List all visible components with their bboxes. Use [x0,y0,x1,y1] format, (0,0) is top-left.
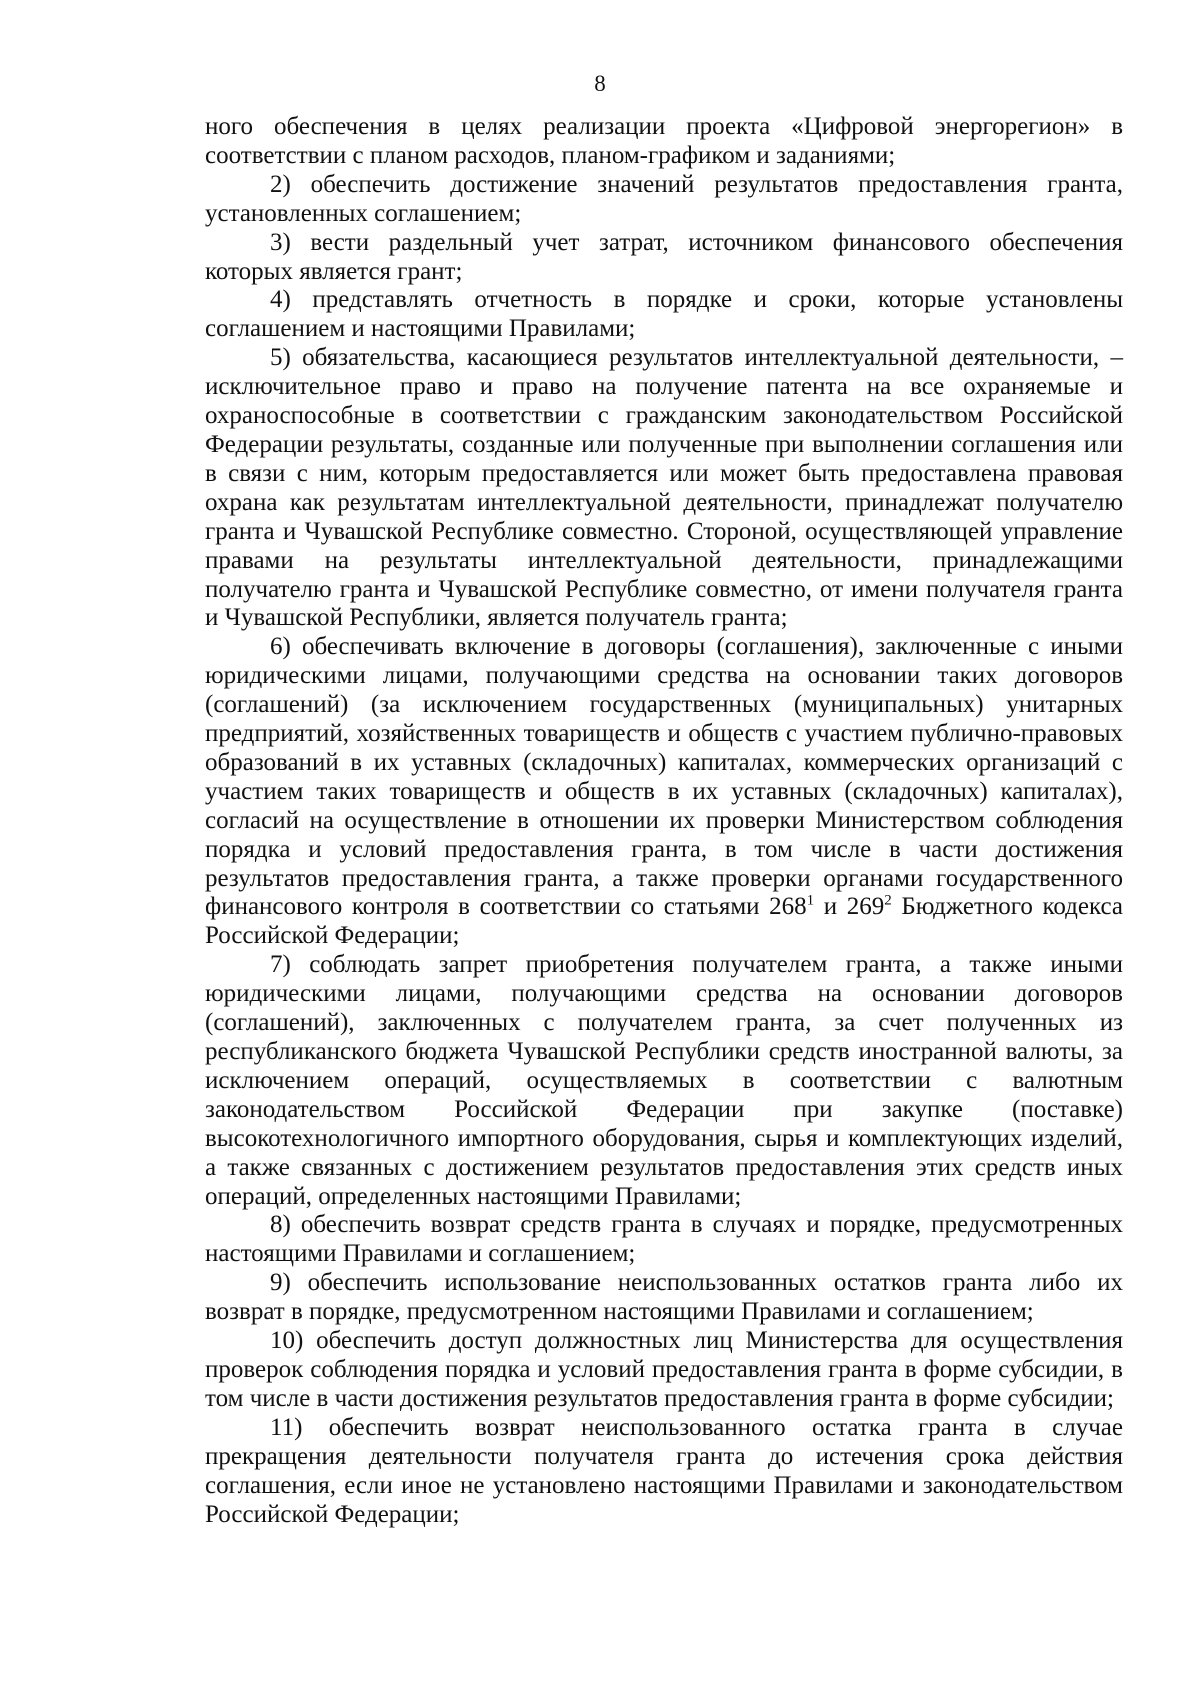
list-item-6-text-a: 6) обеспечивать включение в договоры (соглашения), заключенные с иными юридическими лицами, получающими средства на основании таких договоров (соглашений) (за исключением государственных (муниципальных) унитарных предприятий, хозяйственных товариществ и обществ с участием публично-правовых образований в их уставных (складочных) капиталах, коммерческих организаций с участием таких товариществ и обществ в их уставных (складочных) капиталах), согласий на осуществление в отношении их проверки Министерством соблюдения порядка и условий предоставления гранта, в том числе в части достижения результатов предоставления гранта, а также проверки органами государственного финансового контроля в соответствии со статьями 268 [205,633,1123,921]
list-item-6-text-b: и 269 [814,893,885,921]
superscript-1: 1 [806,893,815,910]
list-item-4: 4) представлять отчетность в порядке и сроки, которые установлены соглашением и настоящими Правилами; [205,286,1123,343]
list-item-7: 7) соблюдать запрет приобретения получателем гранта, а также иными юридическими лицами, получающими средства на основании договоров (соглашений), заключенных с получателем гранта, за счет полученных из республиканского бюджета Чувашской Республики средств иностранной валюты, за исключением операций, осуществляемых в соответствии с валютным законодательством Российской Федерации при закупке (поставке) высокотехнологичного импортного оборудования, сырья и комплектующих изделий, а также связанных с достижением результатов предоставления этих средств иных операций, определенных настоящими Правилами; [205,951,1123,1210]
list-item-11: 11) обеспечить возврат неиспользованного остатка гранта в случае прекращения деятельности получателя гранта до истечения срока действия соглашения, если иное не установлено настоящими Правилами и законодательством Российской Федерации; [205,1413,1123,1528]
superscript-2: 2 [884,893,892,910]
list-item-8: 8) обеспечить возврат средств гранта в случаях и порядке, предусмотренных настоящими Правилами и соглашением; [205,1211,1123,1268]
list-item-3: 3) вести раздельный учет затрат, источником финансового обеспечения которых является грант; [205,228,1123,285]
document-body [205,113,1123,1529]
list-item-5: 5) обязательства, касающиеся результатов интеллектуальной деятельности, – исключительное право и право на получение патента на все охраняемые и охраноспособные в соответствии с гражданским законодательством Российской Федерации результаты, созданные или полученные при выполнении соглашения или в связи с ним, которым предоставляется или может быть предоставлена правовая охрана как результатам интеллектуальной деятельности, принадлежат получателю гранта и Чувашской Республике совместно. Стороной, осуществляющей управление правами на результаты интеллектуальной деятельности, принадлежащими получателю гранта и Чувашской Республике совместно, от имени получателя гранта и Чувашской Республики, является получатель гранта; [205,344,1123,632]
list-item-6 [205,633,1123,951]
list-item-9: 9) обеспечить использование неиспользованных остатков гранта либо их возврат в порядке, предусмотренном настоящими Правилами и соглашением; [205,1269,1123,1326]
paragraph-continuation: ного обеспечения в целях реализации проекта «Цифровой энергорегион» в соответствии с планом расходов, планом-графиком и заданиями; [205,113,1123,169]
list-item-2: 2) обеспечить достижение значений результатов предоставления гранта, установленных соглашением; [205,170,1123,227]
list-item-10: 10) обеспечить доступ должностных лиц Министерства для осуществления проверок соблюдения порядка и условий предоставления гранта в форме субсидии, в том числе в части достижения результатов предоставления гранта в форме субсидии; [205,1327,1123,1412]
list-item-6-text-c: Бюджетного кодекса Российской Федерации; [205,893,1124,950]
page-number: 8 [594,71,606,96]
